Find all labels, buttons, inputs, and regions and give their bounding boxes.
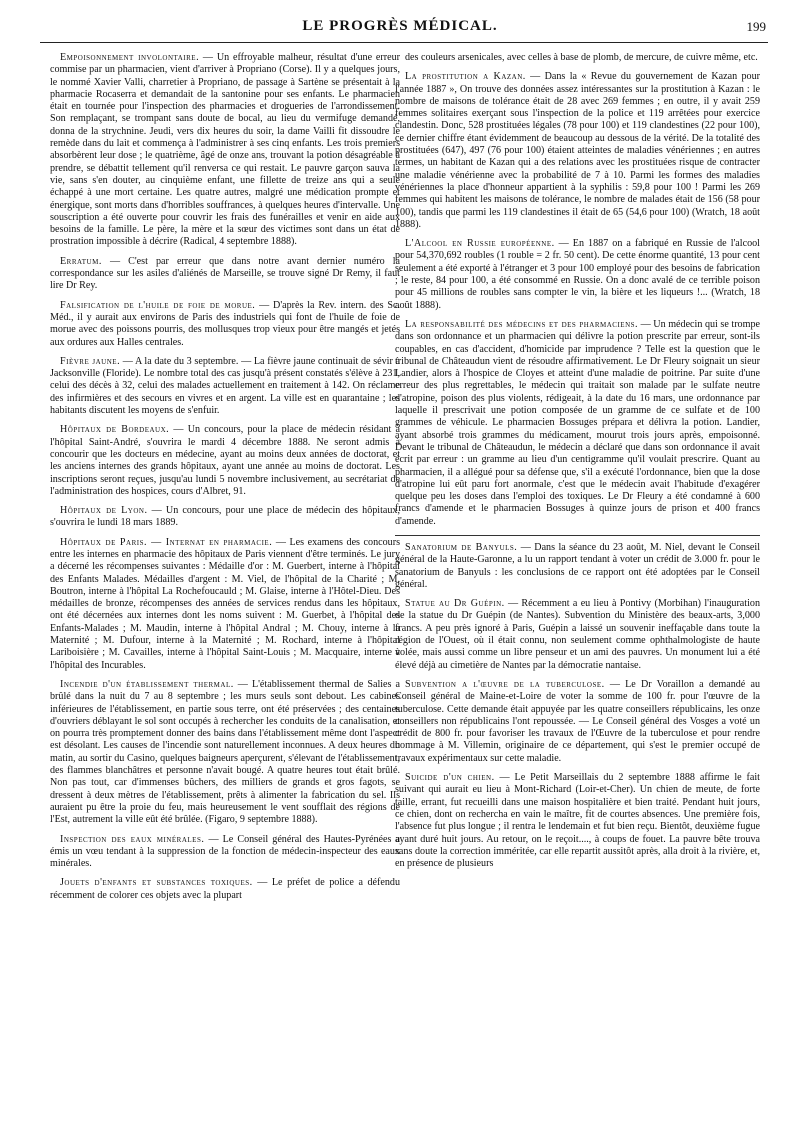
item-text: — Un concours, pour la place de médecin résidant à l'hôpital Saint-André, s'ouvrira le mardi 4 décembre 1888. Ne seront admis à concourir que les docteurs en médecine, ayant au moins deux années de doctorat, et les anciens internes des grands hôpitaux, ayant une année au moins de doctorat. Les inscriptions seront reçues, jusqu'au lundi 5 novembre inclusivement, au secrétariat de l'administration des hospices, cours d'Albret, 91. <box>50 424 400 497</box>
news-item <box>50 679 400 827</box>
item-heading: Suicide d'un chien. <box>405 772 495 784</box>
item-heading: Falsification de l'huile de foie de morue. <box>60 299 256 311</box>
item-text: — Un concours, pour une place de médecin des hôpitaux, s'ouvrira le lundi 18 mars 1889. <box>50 505 400 529</box>
page-header <box>0 0 800 46</box>
left-column <box>50 52 400 909</box>
news-item <box>395 52 760 64</box>
news-item <box>50 834 400 871</box>
page-number: 199 <box>746 19 766 34</box>
item-text: — Le Conseil général des Hautes-Pyrénées a émis un vœu tendant à la suppression de la fonction de médecin-inspecteur des eaux minérales. <box>50 833 400 870</box>
item-text: — Dans la « Revue du gouvernement de Kazan pour l'année 1887 », On trouve des données assez intéressantes sur la prostitution à Kazan : le nombre de maisons de tolérance était de 28 avec 269 femmes ; en outre, il y avait 259 femmes solitaires exerçant sous l'inspection de la police et 119 arrêtées pour exercice clandestin. Donc, 528 prostituées légales (78 pour 100) et 119 clandestines (22 pour 100), ce dernier chiffre étant évidemment de beaucoup au dessous de la vérité. De la totalité des prostituées (647), 497 (76 pour 100) étaient atteintes de maladies vénériennes ; en autres termes, un habitant de Kazan qui a des relations avec les prostituées risque de contracter une maladie vénérienne avec la probabilité de 7 à 10. Parmi les formes des maladies vénériennes la place d'honneur appartient à la syphilis : 59,8 pour 100 ! Parmi les 269 femmes qui habitent les maisons de tolérance, le nombre de malades était de 156 (58 pour 100), tandis que parmi les 119 clandestines il était de 65 (54,6 pour 100) (Wratch, 18 août 1888). <box>395 71 760 230</box>
news-item <box>50 256 400 293</box>
item-text: — Le Dr Voraillon a demandé au Conseil général de Maine-et-Loire de voter la somme de 100 fr. pour l'œuvre de la tuberculose. Cette demande était appuyée par les quatre conseillers républicains, les onze conseillers non républicains l'ont repoussée. — Le Conseil général des Vosges a voté un crédit de 800 fr. pour favoriser les travaux de l'Œuvre de la tuberculose et pour rendre hommage à M. Villemin, originaire de ce département, qui s'est le premier occupé de travaux expérimentaux sur cette maladie. <box>395 678 760 764</box>
item-text: — Dans la séance du 23 août, M. Niel, devant le Conseil général de la Haute-Garonne, a lu un rapport tendant à voter un crédit de 3.000 fr. pour le sanatorium de Banyuls : les conclusions de ce rapport ont été adoptées par le Conseil général. <box>395 541 760 590</box>
item-text: — Un effroyable malheur, résultat d'une erreur commise par un pharmacien, vient d'arriver à Propriano (Corse). Il y a quelques jours, le nommé Xavier Valli, charretier à Propriano, de passage à Sartène se présentait à la pharmacie Rocaserra et demandait de la santonine pour ses enfants. Le pharmacien était en tournée pour l'inspection des pharmacies et drogueries de l'arrondissement. Son remplaçant, se trompant sans doute de bocal, au lieu du vermifuge demandé, donna de la strychnine. Jeudi, vers dix heures du soir, la dame Vailli fit dissoudre le remède dans du lait et commença à l'administrer à ses cinq enfants. Les trois premiers absorbèrent leur dose ; le quatrième, âgé de onze ans, trouvant la potion désagréable à prendre, se débattit tellement qu'il renversa ce qui restait. Le pauvre garçon sauva la vie, sans s'en douter, au cinquième enfant, une fillette de treize ans qui a seule échappé à une mort certaine. Les quatre autres, malgré une médication prompte et énergique, sont morts dans d'horribles souffrances, à quelques heures d'intervalle. Une souscription a été ouverte pour couvrir les frais des funérailles et venir en aide aux besoins de la famille. Le père, la mère et la sœur des victimes sont dans un état de prostration impossible à décrire (Radical, 4 septembre 1888). <box>50 52 400 248</box>
item-text: — Le Petit Marseillais du 2 septembre 1888 affirme le fait suivant qui aurait eu lieu à Mont-Richard (Loir-et-Cher). Un chien de meute, de forte taille, errant, fut recueilli dans une maison hospitalière et bien traité. Pendant huit jours, ce chien, dont on rechercha en vain le maître, fit de courtes absences. Une première fois, l'absence fut plus longue ; il rentra le lendemain et fut bien reçu. Bientôt, deuxième fugue ayant duré huit jours. Au retour, on le reçoit...., à coups de fouet. La pauvre bête trouva sans doute la correction imméritée, car elle repartit aussitôt après, alla droit à la rivière, et, en présence de plusieurs <box>395 772 760 870</box>
section-divider <box>395 535 760 536</box>
item-heading: Sanatorium de Banyuls. <box>405 541 518 553</box>
news-item <box>50 537 400 672</box>
item-heading: L'Alcool en Russie européenne. <box>405 238 555 250</box>
item-heading: Incendie d'un établissement thermal. <box>60 678 234 690</box>
item-text: — En 1887 on a fabriqué en Russie de l'alcool pour 54,370,692 roubles (1 rouble = 2 fr. 50 cent). De cette énorme quantité, 13 pour cent seulement a été exporté à l'étranger et 3 pour 100 employé pour des besoins de fabrication ; le reste, 84 pour 100, a été consommé en Russie. On a donc avalé de ce terrible poison pour 45 millions de roubles sans compter le vin, la bière et les liqueurs !... (Wratch, 18 août 1888). <box>395 238 760 311</box>
news-item <box>395 598 760 672</box>
news-item <box>395 542 760 591</box>
item-text: — L'établissement thermal de Salies a brûlé dans la nuit du 7 au 8 septembre ; les murs seuls sont debout. Les cabines inférieures de l'établissement, en partie sous terre, ont été préservées ; des centaines d'ouvriers déblayant le sol sont occupés à rechercher les conduits de la canalisation, et on pourra très promptement donner des bains dans l'établissement même dont l'aspect est désolant. Les causes de l'incendie sont naturellement inconnues. A deux heures du matin, au sortir du Casino, quelques baigneurs aperçurent, s'élevant de l'établissement, des flammes blanchâtres et personne n'avait bougé. A quatre heures tout était brûlé. Non pas tout, car d'immenses bûchers, des milliers de grands et gros fagots, se dressent à deux mètres de l'établissement, prêts à alimenter la fabrication du sel. Ils auraient pu être la proie du feu, mais heureusement le vent soufflait des régions de l'Est, autrement la ville eût été brûlée. (Figaro, 9 septembre 1888). <box>50 678 400 826</box>
item-text: — Un médecin qui se trompe dans son ordonnance et un pharmacien qui délivre la potion prescrite par erreur, sont-ils coupables, en cas d'accident, d'homicide par imprudence ? Telle est la question que le tribunal de Châteaudun vient de résoudre affirmativement. Le Dr Fleury soignait un sieur Landier, alors à l'hospice de Cloyes et atteint d'une maladie de poitrine. Par suite d'une erreur des plus regrettables, le médecin qui traitait son malade par le sulfate neutre d'atropine, poison des plus violents, rédigeait, à la date du 16 mars, une ordonnance par laquelle il prescrivait une potion composée de un gramme de ce sulfate et de 100 grammes de véhicule. Le pharmacien Bossuges prépara et délivra la potion. Landier, ayant absorbé trois grammes du médicament, mourut trois jours après, empoisonné. Devant le tribunal de Châteaudun, le médecin a déclaré que dans son ordonnance il avait écrit par erreur : un gramme au lieu d'un centigramme qu'il voulait prescrire. Quant au pharmacien, il a allégué pour sa défense que, s'il a exécuté l'ordonnance, bien que la dose d'atropine lui eût paru fort anormale, c'est que le médecin avait l'habitude d'exagérer quelque peu les doses dans l'emploi des toxiques. Le Dr Fleury a été condamné à 600 francs d'amende et le pharmacien Bossuges à quinze jours de prison et 400 francs d'amende. <box>395 318 760 527</box>
item-text: — Récemment a eu lieu à Pontivy (Morbihan) l'inauguration de la statue du Dr Guépin (de Nantes). Subvention du Ministère des beaux-arts, 3,000 francs. A peu près ignoré à Paris, Guépin a laissé un souvenir ineffaçable dans toute la région de l'Ouest, où il était connu, non seulement comme ophthalmologiste de haute volée, mais aussi comme un libre penseur et un ami des pauvres. Un monument lui a été élevé déjà au cimetière de Nantes par la démocratie nantaise. <box>395 598 760 671</box>
news-item <box>395 71 760 231</box>
news-item <box>50 300 400 349</box>
item-heading: La responsabilité des médecins et des pharmaciens. <box>405 318 639 330</box>
journal-title: LE PROGRÈS MÉDICAL. <box>302 18 498 34</box>
right-column <box>395 52 760 877</box>
news-item <box>50 356 400 417</box>
item-heading: Inspection des eaux minérales. <box>60 833 205 845</box>
item-heading: Subvention a l'œuvre de la tuberculose. <box>405 678 605 690</box>
item-heading: La prostitution a Kazan. <box>405 71 526 83</box>
news-item <box>50 52 400 249</box>
item-heading: Hôpitaux de Lyon. <box>60 505 148 517</box>
news-item <box>395 238 760 312</box>
item-text: — Les examens des concours entre les internes en pharmacie des hôpitaux de Paris viennent d'être terminés. Le jury a décerné les récompenses suivantes : Médaille d'or : M. Guerbert, interne à l'hôpital des Enfants Malades. Médailles d'argent : M. Viel, de l'hôpital de la Charité ; M. Boutron, interne à l'hôpital La Rochefoucauld ; M. Glaise, interne à l'Hôtel-Dieu. Des médailles de bronze, récompenses des années de services rendus dans les hôpitaux, ont été décernées aux internes dont les noms suivent : M. Guerbet, à l'hôpital des Enfants-Malades ; M. Maudin, interne à l'hôpital Andral ; M. Chouy, interne à la Maternité ; M. Dufour, interne à la Maternité ; M. Rochard, interne à l'hôpital Lariboisière ; M. Cavailles, interne à l'hôpital Saint-Louis ; M. Macquaire, interne à l'hôpital des Incurables. <box>50 536 400 671</box>
item-text: — D'après la Rev. intern. des Sc. Méd., il y aurait aux environs de Paris des industriels qui font de l'huile de foie de morue avec des poissons pourris, des mollusques trop vieux pour être mangés et jetés aux ordures aux Halles centrales. <box>50 299 401 348</box>
item-text: — A la date du 3 septembre. — La fièvre jaune continuait de sévir à Jacksonville (Floride). Le nombre total des cas jusqu'à présent constatés s'élève à 231, celui des décès à 32, celui des malades actuellement en traitement à 142. On réclame des infirmières et des secours en vivres et en argent. La ville est en quarantaine ; les habitants discutent les moyens de s'enfuir. <box>50 355 401 417</box>
news-item <box>395 679 760 765</box>
news-item <box>50 424 400 498</box>
news-item <box>50 877 400 902</box>
header-rule <box>40 42 768 43</box>
item-heading: Statue au Dr Guépin. <box>405 598 505 610</box>
item-text: des couleurs arsenicales, avec celles à base de plomb, de mercure, de cuivre même, etc. <box>405 52 758 63</box>
news-item <box>395 772 760 870</box>
item-heading: Empoisonnement involontaire. <box>60 52 200 63</box>
item-heading: Hôpitaux de Bordeaux. <box>60 424 170 436</box>
item-heading: Jouets d'enfants et substances toxiques. <box>60 877 253 889</box>
item-heading: Fièvre jaune. <box>60 355 121 367</box>
news-item <box>395 319 760 528</box>
item-heading: Erratum. <box>60 255 102 267</box>
news-item <box>50 505 400 530</box>
item-text: — C'est par erreur que dans notre avant dernier numéro la correspondance sur les asiles d'aliénés de Marseille, se trouve signé Dr Remy, il faut lire Dr Rey. <box>50 255 400 292</box>
item-heading: Hôpitaux de Paris. — Internat en pharmacie. <box>60 536 273 548</box>
item-text: — Le préfet de police a défendu récemment de colorer ces objets avec la plupart <box>50 877 400 901</box>
